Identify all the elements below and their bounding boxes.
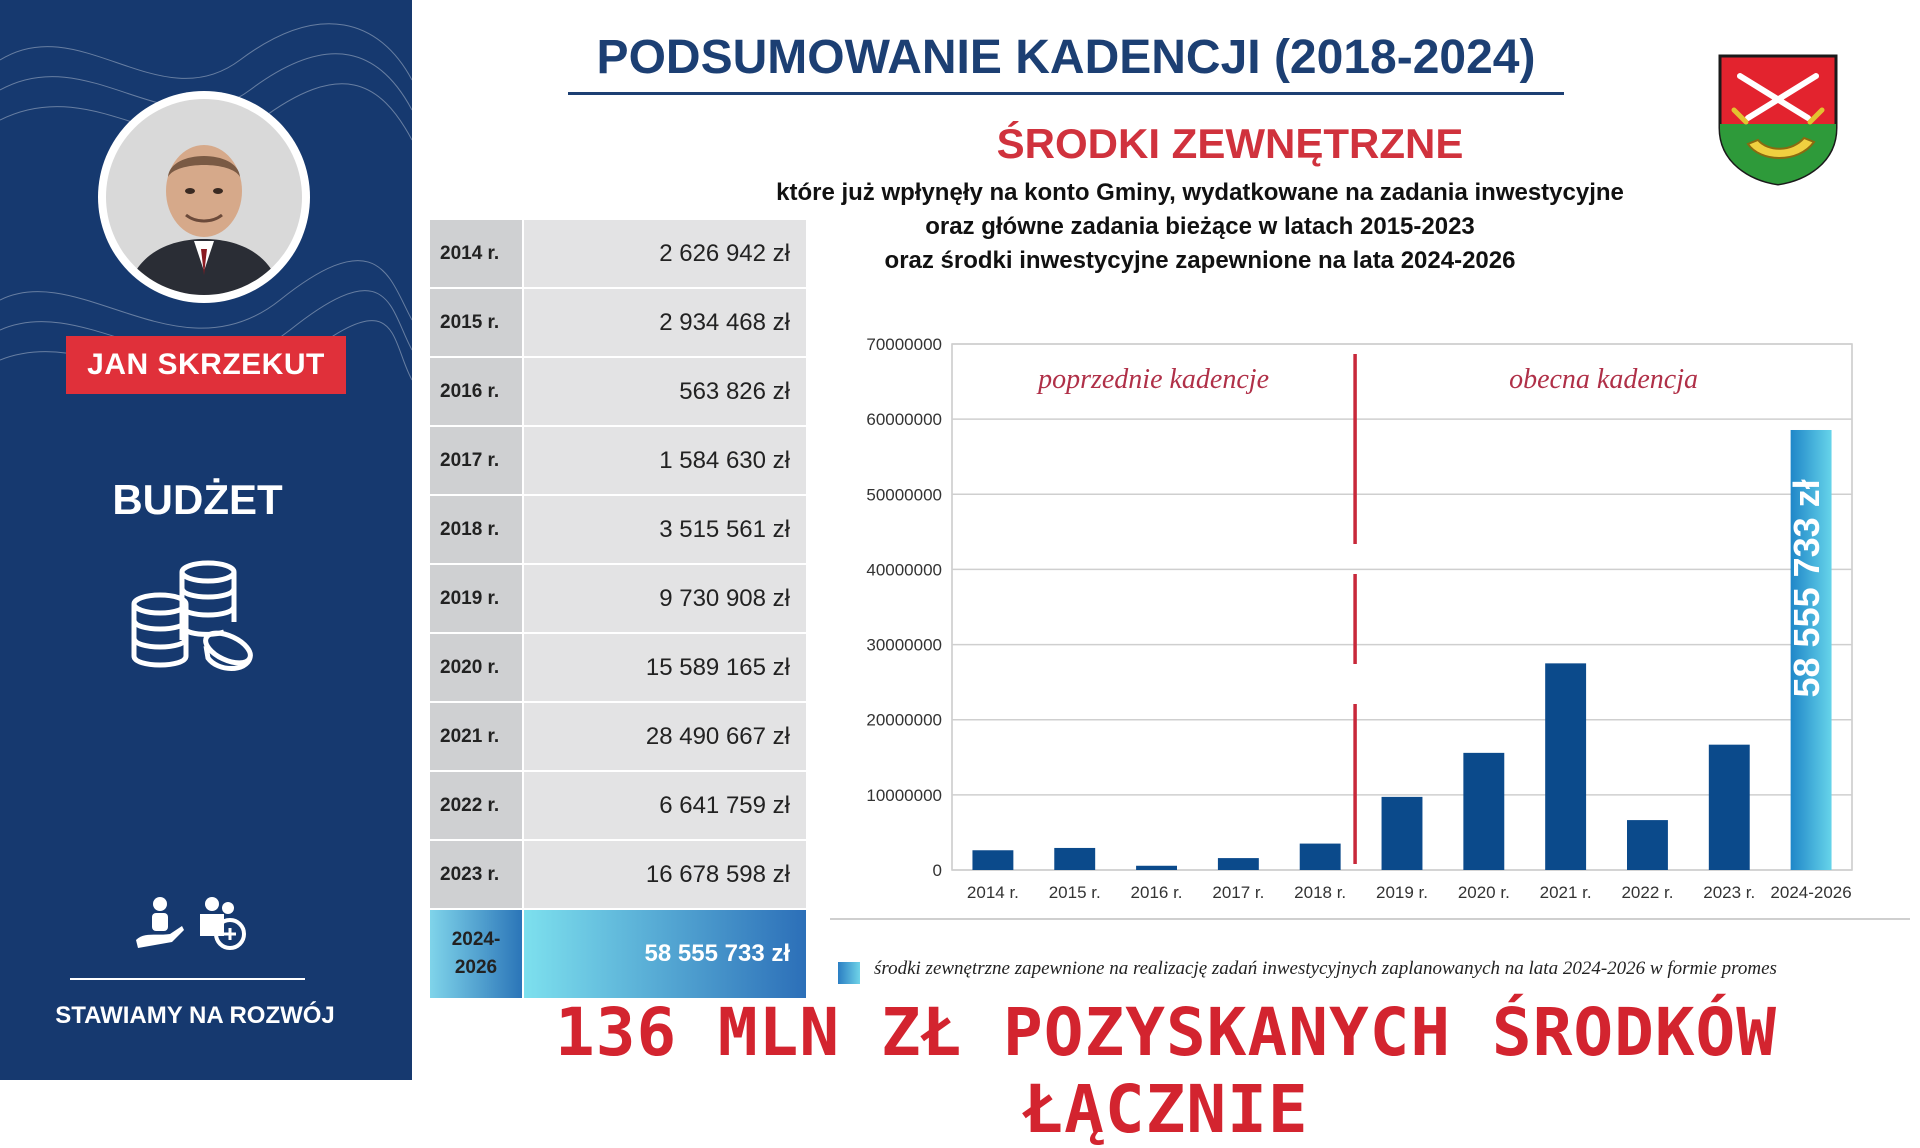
table-row bbox=[430, 427, 806, 494]
table-row bbox=[430, 220, 806, 287]
table-year: 2019 r. bbox=[430, 565, 522, 632]
motto: STAWIAMY NA ROZWÓJ bbox=[55, 1002, 335, 1029]
description bbox=[700, 176, 1700, 278]
legend-swatch bbox=[838, 962, 860, 984]
table-row bbox=[430, 703, 806, 770]
people-icon bbox=[134, 896, 252, 952]
funds-table bbox=[430, 220, 806, 1000]
x-tick-label: 2024-2026 bbox=[1770, 883, 1852, 902]
table-row bbox=[430, 841, 806, 908]
y-tick-label: 0 bbox=[932, 861, 942, 880]
bar bbox=[1054, 848, 1095, 870]
table-year: 2021 r. bbox=[430, 703, 522, 770]
table-amount: 6 641 759 zł bbox=[524, 772, 806, 839]
table-row bbox=[430, 772, 806, 839]
table-amount: 563 826 zł bbox=[524, 358, 806, 425]
table-year: 2014 r. bbox=[430, 220, 522, 287]
name-badge: JAN SKRZEKUT bbox=[66, 336, 346, 394]
table-row bbox=[430, 289, 806, 356]
coins-icon bbox=[128, 560, 258, 678]
x-tick-label: 2022 r. bbox=[1621, 883, 1674, 902]
y-tick-label: 60000000 bbox=[866, 410, 942, 430]
total-year-line-2: 2026 bbox=[454, 957, 498, 978]
bar bbox=[1709, 745, 1750, 870]
table-row bbox=[430, 634, 806, 701]
table-row bbox=[430, 496, 806, 563]
description-line-3: oraz środki inwestycyjne zapewnione na lata 2024-2026 bbox=[884, 247, 1516, 274]
sidebar bbox=[0, 0, 412, 1080]
page-title: PODSUMOWANIE KADENCJI (2018-2024) bbox=[596, 31, 1536, 84]
footer-total: 136 MLN ZŁ POZYSKANYCH ŚRODKÓW ŁĄCZNIE bbox=[554, 994, 1778, 1148]
table-amount: 28 490 667 zł bbox=[524, 703, 806, 770]
table-amount: 3 515 561 zł bbox=[524, 496, 806, 563]
y-tick-label: 70000000 bbox=[866, 335, 942, 354]
annotation-previous: poprzednie kadencje bbox=[1038, 364, 1270, 395]
subtitle: ŚRODKI ZEWNĘTRZNE bbox=[996, 120, 1464, 167]
table-year: 2016 r. bbox=[430, 358, 522, 425]
annotation-current: obecna kadencja bbox=[1509, 364, 1699, 395]
x-tick-label: 2020 r. bbox=[1457, 883, 1510, 902]
table-row-total bbox=[430, 910, 806, 998]
legend-rule bbox=[830, 918, 1910, 920]
y-tick-label: 50000000 bbox=[866, 485, 942, 505]
sidebar-divider bbox=[70, 978, 305, 980]
bar bbox=[1218, 858, 1259, 870]
table-amount: 1 584 630 zł bbox=[524, 427, 806, 494]
table-amount: 9 730 908 zł bbox=[524, 565, 806, 632]
table-year-total bbox=[430, 910, 522, 998]
table-year: 2017 r. bbox=[430, 427, 522, 494]
bar bbox=[1545, 663, 1586, 870]
x-tick-label: 2021 r. bbox=[1539, 883, 1592, 902]
bar bbox=[972, 850, 1013, 870]
bar bbox=[1463, 753, 1504, 870]
description-line-2: oraz główne zadania bieżące w latach 2015-2023 bbox=[925, 213, 1475, 240]
table-amount-total: 58 555 733 zł bbox=[524, 910, 806, 998]
coat-of-arms-icon bbox=[1716, 52, 1840, 186]
x-tick-label: 2017 r. bbox=[1212, 883, 1265, 902]
bar bbox=[1300, 844, 1341, 870]
section-label: BUDŻET bbox=[112, 476, 283, 523]
x-tick-label: 2018 r. bbox=[1294, 883, 1347, 902]
bar-chart bbox=[830, 290, 1920, 940]
title-underline bbox=[568, 92, 1564, 95]
bar bbox=[1382, 797, 1423, 870]
x-tick-label: 2015 r. bbox=[1048, 883, 1101, 902]
table-year: 2022 r. bbox=[430, 772, 522, 839]
table-amount: 15 589 165 zł bbox=[524, 634, 806, 701]
table-row bbox=[430, 358, 806, 425]
table-row bbox=[430, 565, 806, 632]
y-tick-label: 20000000 bbox=[866, 710, 942, 730]
table-year: 2018 r. bbox=[430, 496, 522, 563]
avatar bbox=[98, 91, 310, 303]
table-amount: 2 934 468 zł bbox=[524, 289, 806, 356]
table-year: 2023 r. bbox=[430, 841, 522, 908]
x-tick-label: 2019 r. bbox=[1376, 883, 1428, 902]
y-tick-label: 30000000 bbox=[866, 635, 942, 655]
x-tick-label: 2014 r. bbox=[966, 883, 1019, 902]
description-line-1: które już wpłynęły na konto Gminy, wydatkowane na zadania inwestycyjne bbox=[776, 179, 1624, 206]
y-tick-label: 40000000 bbox=[866, 560, 942, 580]
legend-text: środki zewnętrzne zapewnione na realizację zadań inwestycyjnych zaplanowanych na lata 2024-2026 w formie promes bbox=[874, 958, 1777, 979]
x-tick-label: 2016 r. bbox=[1130, 883, 1183, 902]
bar bbox=[1627, 820, 1668, 870]
table-year: 2020 r. bbox=[430, 634, 522, 701]
table-year: 2015 r. bbox=[430, 289, 522, 356]
portrait-image bbox=[106, 99, 302, 295]
highlight-bar-label: 58 555 733 zł bbox=[1786, 479, 1828, 698]
x-tick-label: 2023 r. bbox=[1703, 883, 1756, 902]
y-tick-label: 10000000 bbox=[866, 785, 942, 805]
table-amount: 2 626 942 zł bbox=[524, 220, 806, 287]
bar bbox=[1136, 866, 1177, 870]
table-amount: 16 678 598 zł bbox=[524, 841, 806, 908]
total-year-line-1: 2024- bbox=[451, 929, 501, 950]
